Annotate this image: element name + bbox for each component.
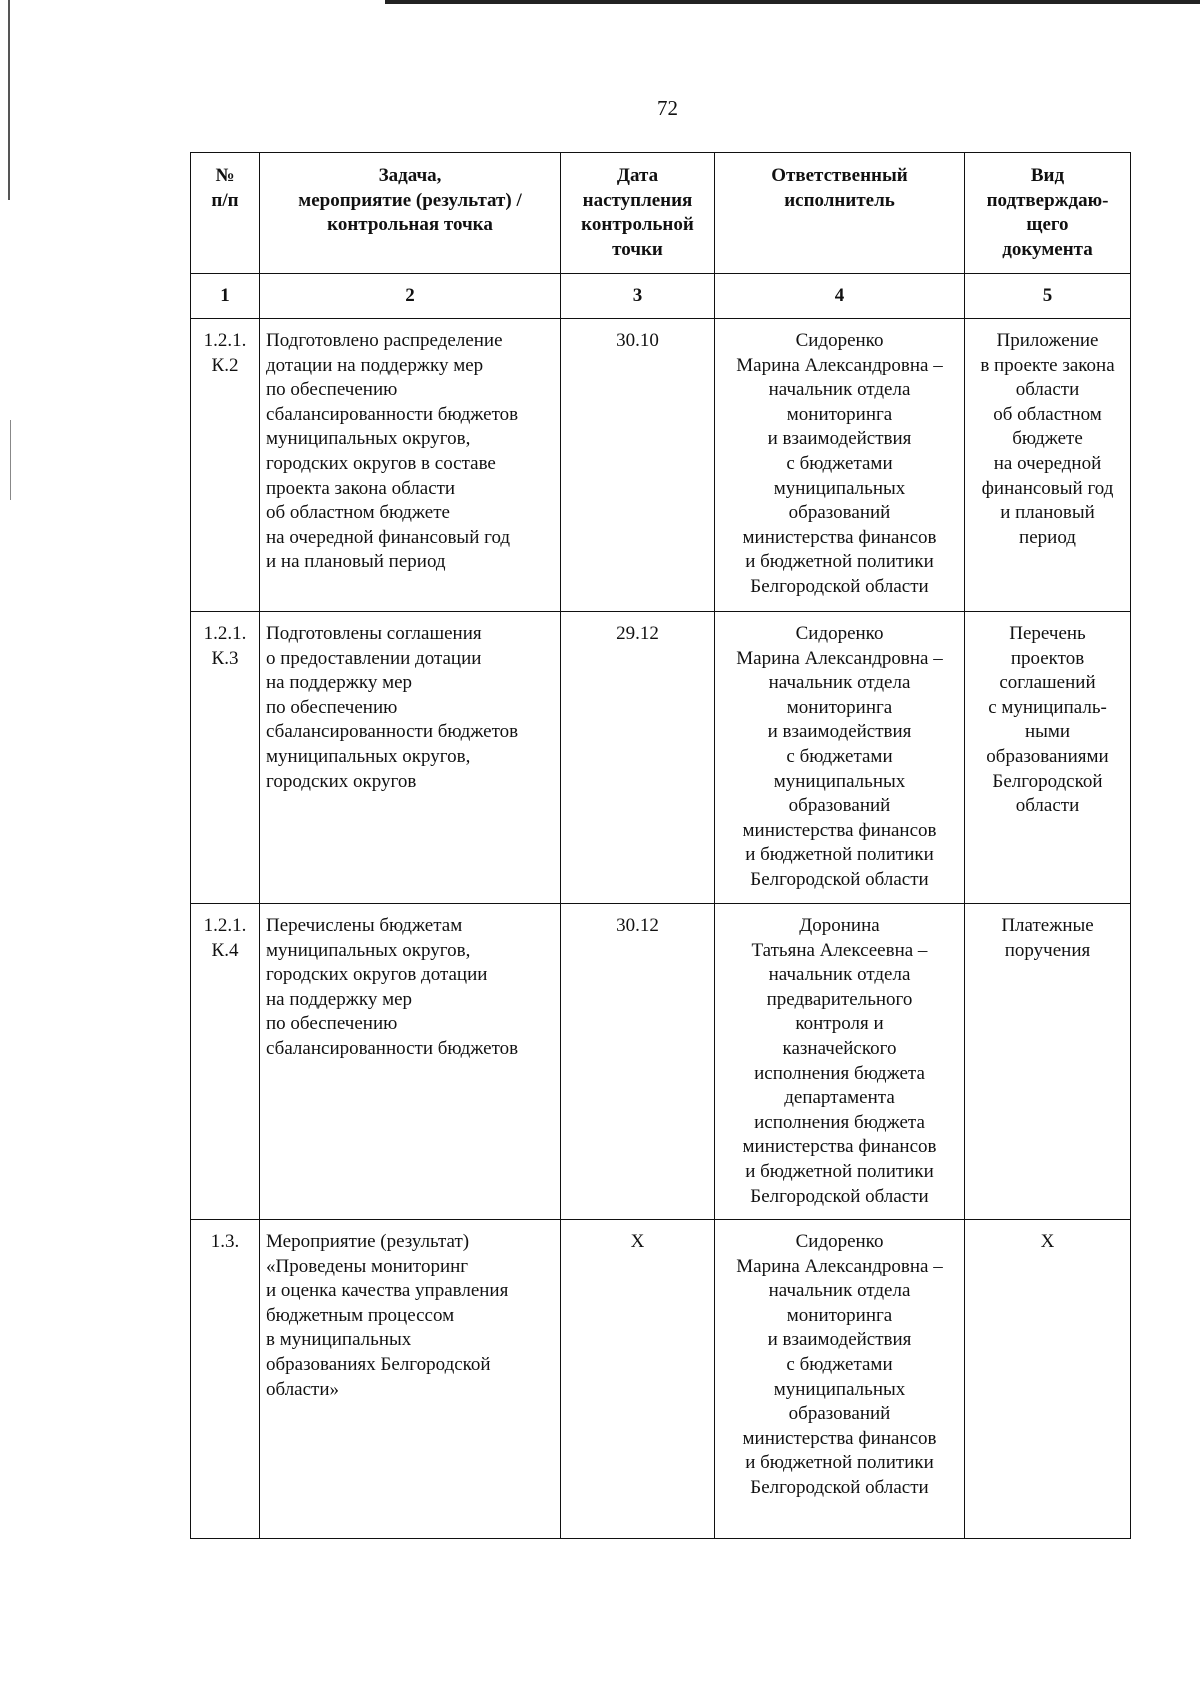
table-header-row [191, 153, 1131, 274]
header-date: Дата наступления контрольной точки [561, 153, 715, 274]
control-points-table [190, 152, 1131, 1539]
row-date: Х [561, 1220, 715, 1539]
row-responsible: Сидоренко Марина Александровна – начальник отдела мониторинга и взаимодействия с бюджетами муниципальных образований министерства финансов и бюджетной политики Белгородской области [715, 1220, 965, 1539]
row-document: Перечень проектов соглашений с муниципаль- ными образованиями Белгородской области [965, 612, 1131, 904]
row-task: Подготовлены соглашения о предоставлении дотации на поддержку мер по обеспечению сбалансированности бюджетов муниципальных округов, городских округов [260, 612, 561, 904]
row-responsible: Сидоренко Марина Александровна – начальник отдела мониторинга и взаимодействия с бюджетами муниципальных образований министерства финансов и бюджетной политики Белгородской области [715, 612, 965, 904]
column-number: 5 [965, 274, 1131, 319]
table-row [191, 612, 1131, 904]
column-number: 4 [715, 274, 965, 319]
scan-edge-left-mark [10, 420, 11, 500]
column-number: 1 [191, 274, 260, 319]
header-responsible: Ответственный исполнитель [715, 153, 965, 274]
row-date: 30.12 [561, 904, 715, 1220]
table-row [191, 904, 1131, 1220]
header-task: Задача, мероприятие (результат) / контрольная точка [260, 153, 561, 274]
row-task: Перечислены бюджетам муниципальных округов, городских округов дотации на поддержку мер по обеспечению сбалансированности бюджетов [260, 904, 561, 1220]
row-date: 30.10 [561, 319, 715, 612]
header-document: Вид подтверждаю- щего документа [965, 153, 1131, 274]
row-number: 1.2.1. К.2 [191, 319, 260, 612]
row-task: Мероприятие (результат) «Проведены мониторинг и оценка качества управления бюджетным процессом в муниципальных образованиях Белгородской области» [260, 1220, 561, 1539]
header-number: № п/п [191, 153, 260, 274]
scan-edge-top [385, 0, 1200, 4]
row-document: Х [965, 1220, 1131, 1539]
row-task: Подготовлено распределение дотации на поддержку мер по обеспечению сбалансированности бюджетов муниципальных округов, городских округов в составе проекта закона области об областном бюджете на очередной финансовый год и на плановый период [260, 319, 561, 612]
row-responsible: Доронина Татьяна Алексеевна – начальник отдела предварительного контроля и казначейского исполнения бюджета департамента исполнения бюджета министерства финансов и бюджетной политики Белгородской области [715, 904, 965, 1220]
row-number: 1.2.1. К.4 [191, 904, 260, 1220]
column-number-row [191, 274, 1131, 319]
row-document: Платежные поручения [965, 904, 1131, 1220]
column-number: 3 [561, 274, 715, 319]
table-row [191, 1220, 1131, 1539]
row-date: 29.12 [561, 612, 715, 904]
page-number: 72 [657, 96, 678, 120]
row-responsible: Сидоренко Марина Александровна – начальник отдела мониторинга и взаимодействия с бюджетами муниципальных образований министерства финансов и бюджетной политики Белгородской области [715, 319, 965, 612]
row-document: Приложение в проекте закона области об областном бюджете на очередной финансовый год и плановый период [965, 319, 1131, 612]
table-row [191, 319, 1131, 612]
column-number: 2 [260, 274, 561, 319]
row-number: 1.3. [191, 1220, 260, 1539]
row-number: 1.2.1. К.3 [191, 612, 260, 904]
